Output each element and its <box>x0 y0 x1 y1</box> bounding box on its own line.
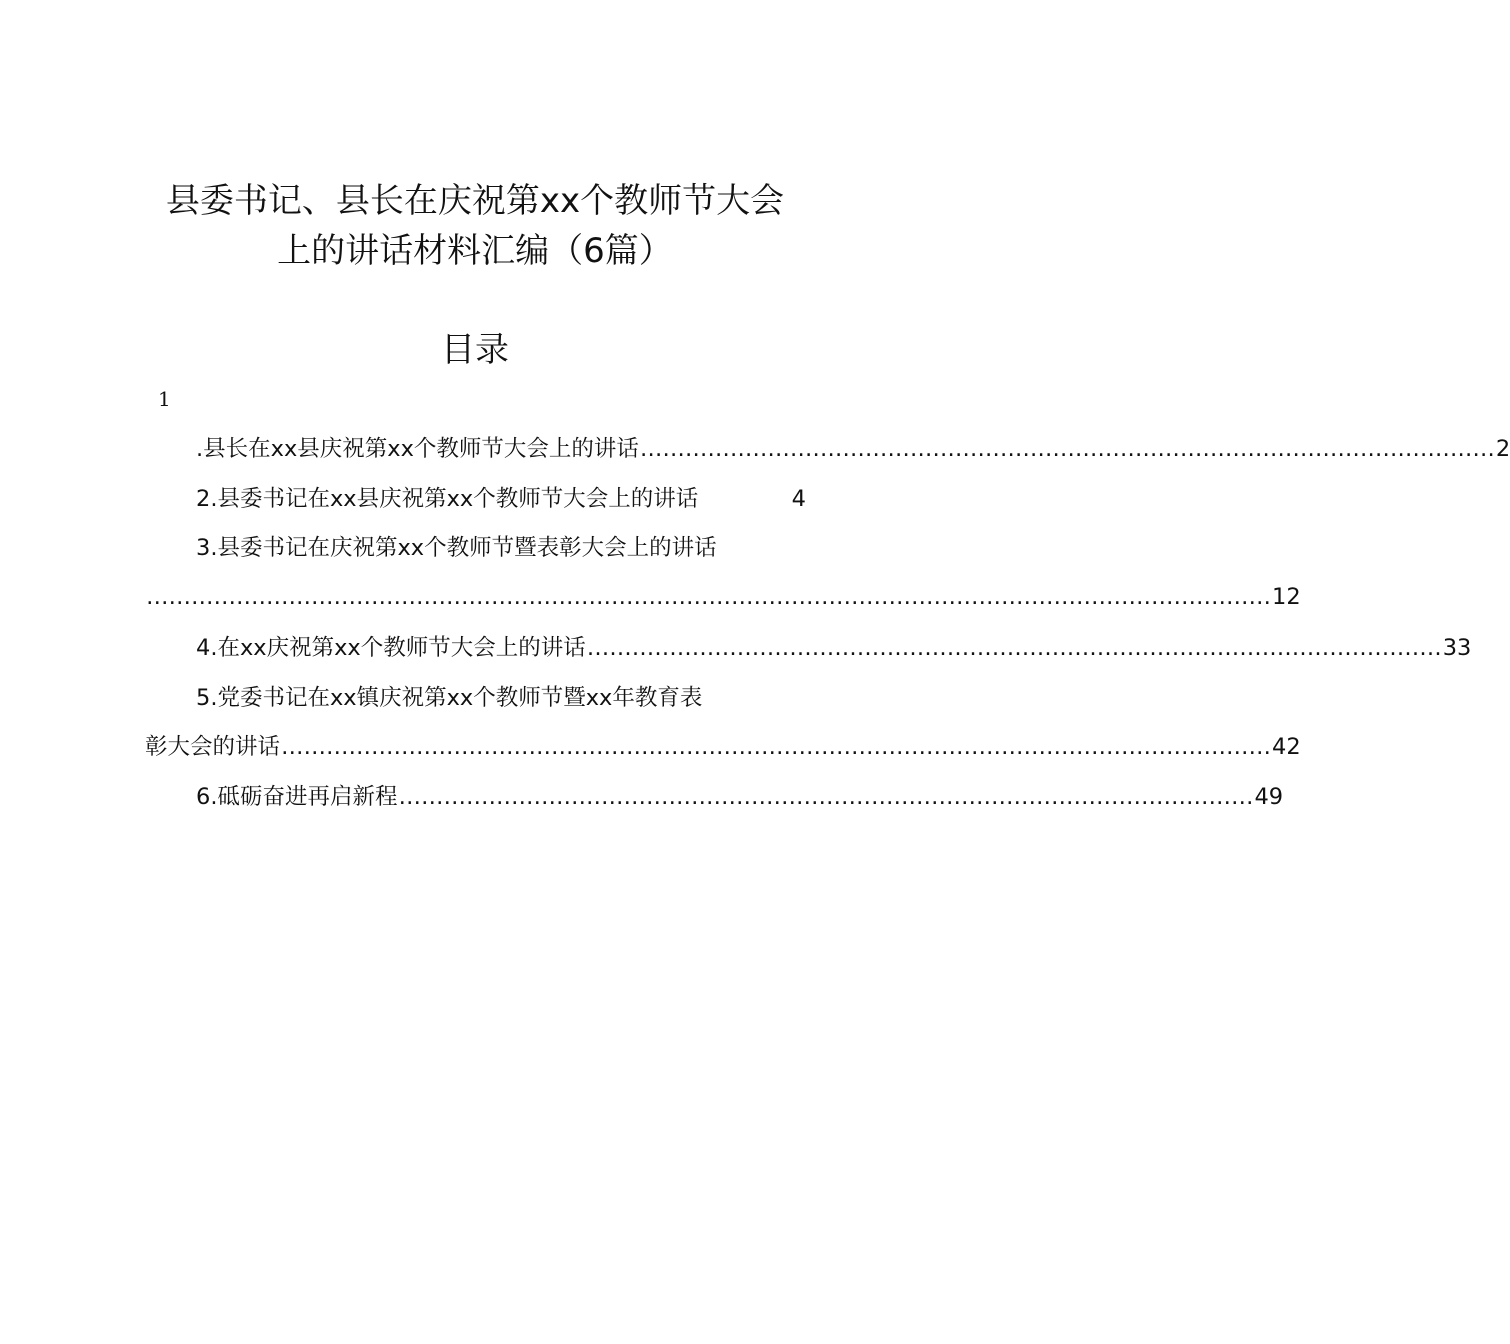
toc-entry-page: 12 <box>1272 584 1301 610</box>
toc-entry-page: 4 <box>791 486 806 512</box>
toc-heading: 目录 <box>441 330 509 370</box>
toc-leader-dots: …………………………………………………………………………………………………… <box>398 784 1254 810</box>
toc-entry-title: 2.县委书记在xx县庆祝第xx个教师节大会上的讲话 <box>196 486 699 512</box>
toc-entry-3-title[interactable] <box>196 533 806 563</box>
toc-entry-title-continuation: 彰大会的讲话 <box>145 734 281 760</box>
toc-entry-6[interactable] <box>196 782 1284 812</box>
toc-leader-dots: …………………………………………………………………………………………………………………… <box>281 734 1272 760</box>
toc-leader-dots: …………………………………………………………………………………………………… <box>639 436 1495 462</box>
toc-entry-title: .县长在xx县庆祝第xx个教师节大会上的讲话 <box>196 436 639 462</box>
toc-entry-page: 49 <box>1254 784 1284 810</box>
toc-entry-1[interactable] <box>196 434 1510 464</box>
toc-entry-title: 5.党委书记在xx镇庆祝第xx个教师节暨xx年教育表 <box>196 685 703 711</box>
toc-entry-title: 3.县委书记在庆祝第xx个教师节暨表彰大会上的讲话 <box>196 535 717 561</box>
toc-entry-5-continuation[interactable] <box>145 732 1301 762</box>
toc-leader-dots: …………………………………………………………………………………………………… <box>586 635 1442 661</box>
page-marker: 1 <box>158 387 171 411</box>
document-title-line-2: 上的讲话材料汇编（6篇） <box>277 231 673 271</box>
toc-entry-page: 42 <box>1272 734 1301 760</box>
toc-entry-4[interactable] <box>196 633 1472 663</box>
toc-entry-5-title[interactable] <box>196 683 806 713</box>
toc-leader-dots: …………………………………………………………………………………………………………………………………… <box>146 584 1271 610</box>
toc-entry-title: 4.在xx庆祝第xx个教师节大会上的讲话 <box>196 635 586 661</box>
toc-entry-3-leader[interactable] <box>145 582 1301 612</box>
toc-entry-page: 2 <box>1495 436 1510 462</box>
toc-entry-2[interactable] <box>196 484 806 514</box>
document-title-line-1: 县委书记、县长在庆祝第xx个教师节大会 <box>165 181 785 221</box>
toc-entry-title: 6.砥砺奋进再启新程 <box>196 784 398 810</box>
toc-entry-page: 33 <box>1442 635 1472 661</box>
